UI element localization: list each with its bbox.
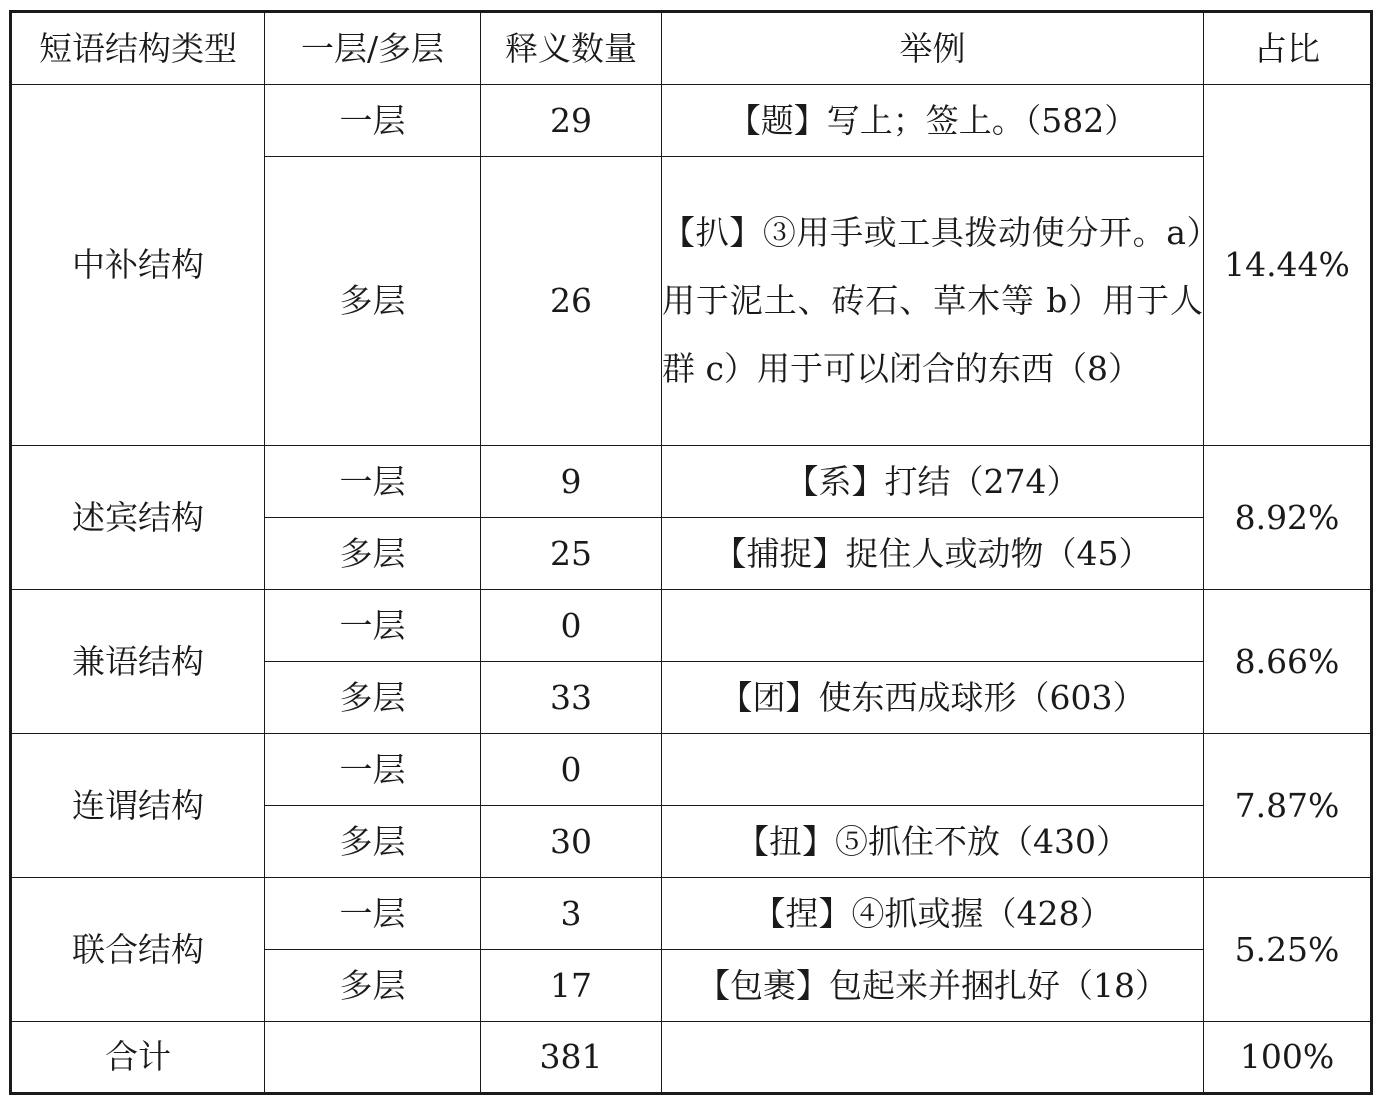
layer-cell: 一层 <box>265 590 481 662</box>
ratio-cell: 5.25% <box>1204 878 1372 1022</box>
ratio-cell: 8.66% <box>1204 590 1372 734</box>
layer-cell: 一层 <box>265 734 481 806</box>
table-header-row <box>11 12 1372 85</box>
count-cell: 9 <box>481 446 662 518</box>
total-row <box>11 1022 1372 1094</box>
header-type: 短语结构类型 <box>11 12 265 85</box>
layer-cell: 多层 <box>265 950 481 1022</box>
count-cell: 30 <box>481 806 662 878</box>
structure-type-cell: 联合结构 <box>11 878 265 1022</box>
example-cell <box>662 590 1204 662</box>
count-cell: 0 <box>481 734 662 806</box>
count-cell: 3 <box>481 878 662 950</box>
structure-type-cell: 连谓结构 <box>11 734 265 878</box>
total-label: 合计 <box>11 1022 265 1094</box>
example-cell: 【系】打结（274） <box>662 446 1204 518</box>
count-cell: 26 <box>481 157 662 446</box>
header-layers: 一层/多层 <box>265 12 481 85</box>
example-cell: 【捏】④抓或握（428） <box>662 878 1204 950</box>
table-row <box>11 85 1372 157</box>
layer-cell: 一层 <box>265 446 481 518</box>
layer-cell: 多层 <box>265 662 481 734</box>
table-row <box>11 878 1372 950</box>
header-count: 释义数量 <box>481 12 662 85</box>
ratio-cell: 14.44% <box>1204 85 1372 446</box>
count-cell: 29 <box>481 85 662 157</box>
layer-cell: 一层 <box>265 85 481 157</box>
example-cell: 【包裹】包起来并捆扎好（18） <box>662 950 1204 1022</box>
table-row <box>11 590 1372 662</box>
count-cell: 0 <box>481 590 662 662</box>
ratio-cell: 8.92% <box>1204 446 1372 590</box>
example-cell <box>662 734 1204 806</box>
layer-cell: 多层 <box>265 806 481 878</box>
layer-cell: 一层 <box>265 878 481 950</box>
total-example <box>662 1022 1204 1094</box>
example-cell: 【捕捉】捉住人或动物（45） <box>662 518 1204 590</box>
header-example: 举例 <box>662 12 1204 85</box>
example-cell: 【扭】⑤抓住不放（430） <box>662 806 1204 878</box>
total-layer <box>265 1022 481 1094</box>
total-count: 381 <box>481 1022 662 1094</box>
layer-cell: 多层 <box>265 518 481 590</box>
ratio-cell: 7.87% <box>1204 734 1372 878</box>
structure-type-cell: 中补结构 <box>11 85 265 446</box>
structure-type-cell: 述宾结构 <box>11 446 265 590</box>
example-cell: 【题】写上；签上。（582） <box>662 85 1204 157</box>
example-cell: 【扒】③用手或工具拨动使分开。a）用于泥土、砖石、草木等 b）用于人群 c）用于可以闭合的东西（8） <box>662 157 1204 446</box>
example-cell: 【团】使东西成球形（603） <box>662 662 1204 734</box>
phrase-structure-table <box>9 10 1373 1095</box>
structure-type-cell: 兼语结构 <box>11 590 265 734</box>
count-cell: 33 <box>481 662 662 734</box>
table-row <box>11 446 1372 518</box>
layer-cell: 多层 <box>265 157 481 446</box>
count-cell: 25 <box>481 518 662 590</box>
count-cell: 17 <box>481 950 662 1022</box>
header-ratio: 占比 <box>1204 12 1372 85</box>
total-ratio: 100% <box>1204 1022 1372 1094</box>
table-row <box>11 734 1372 806</box>
